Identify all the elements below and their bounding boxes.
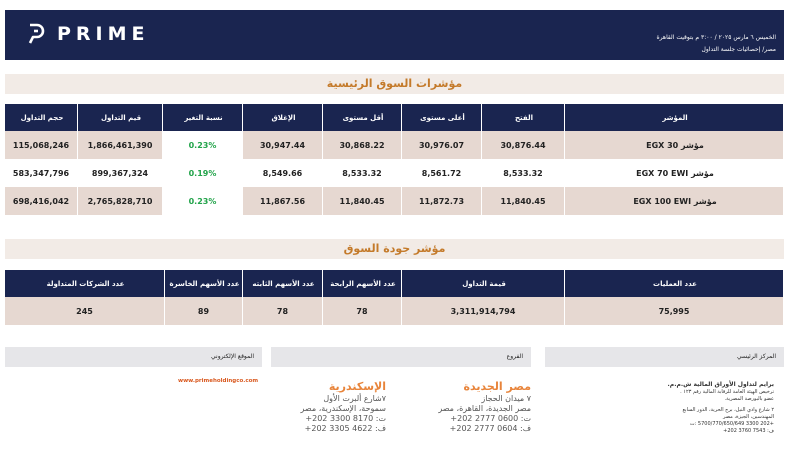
cell-low: 30,868.22 xyxy=(323,131,402,159)
main-indices-table xyxy=(5,104,784,215)
branch-heliopolis xyxy=(411,380,531,434)
cell-high: 11,872.73 xyxy=(402,187,482,215)
branch-address-line: ٧شارع ألبرت الأول xyxy=(323,394,386,403)
website-link[interactable]: www.primeholdingco.com xyxy=(178,378,259,384)
cell-companies-traded: 245 xyxy=(5,297,165,325)
cell-value: 899,367,324 xyxy=(78,159,163,187)
cell-index-name: مؤشر EGX 100 EWI xyxy=(565,187,784,215)
cell-close: 30,947.44 xyxy=(243,131,323,159)
cell-volume: 583,347,796 xyxy=(5,159,78,187)
market-quality-header-row xyxy=(5,270,784,297)
col-unchanged: عدد الأسهم الثابته xyxy=(243,270,323,297)
cell-open: 11,840.45 xyxy=(482,187,565,215)
branch-address-line: مصر الجديدة، القاهرة، مصر xyxy=(438,404,531,413)
cell-traded-value: 3,311,914,794 xyxy=(402,297,565,325)
hq-phone: +202 3300 5700/770/650/649 :ت xyxy=(689,421,774,427)
cell-open: 8,533.32 xyxy=(482,159,565,187)
cell-volume: 115,068,246 xyxy=(5,131,78,159)
col-gainers: عدد الأسهم الرابحة xyxy=(323,270,402,297)
cell-low: 8,533.32 xyxy=(323,159,402,187)
cell-volume: 698,416,042 xyxy=(5,187,78,215)
cell-change: 0.23% xyxy=(163,187,243,215)
col-transactions: عدد العمليات xyxy=(565,270,784,297)
cell-losers: 89 xyxy=(165,297,243,325)
table-row xyxy=(5,131,784,159)
cell-close: 8,549.66 xyxy=(243,159,323,187)
report-header xyxy=(5,10,784,60)
col-change: نسبة التغير xyxy=(163,104,243,131)
cell-unchanged: 78 xyxy=(243,297,323,325)
cell-index-name: مؤشر EGX 70 EWI xyxy=(565,159,784,187)
logo-text: PRIME xyxy=(57,23,150,45)
main-indices-header-row xyxy=(5,104,784,131)
col-traded-value: قيمة التداول xyxy=(402,270,565,297)
col-index: المؤشر xyxy=(565,104,784,131)
col-open: الفتح xyxy=(482,104,565,131)
col-volume: حجم التداول xyxy=(5,104,78,131)
branch-phone: ت: 0600 2777 202+ xyxy=(450,414,531,423)
branch-fax: ف: 0604 2777 202+ xyxy=(449,424,531,433)
cell-high: 30,976.07 xyxy=(402,131,482,159)
cell-change: 0.23% xyxy=(163,131,243,159)
branch-address-line: سموحة، الإسكندرية، مصر xyxy=(300,404,386,413)
market-quality-title: مؤشر جودة السوق xyxy=(5,239,784,259)
cell-open: 30,876.44 xyxy=(482,131,565,159)
prime-logo xyxy=(27,23,150,45)
cell-value: 2,765,828,710 xyxy=(78,187,163,215)
col-losers: عدد الأسهم الخاسرة xyxy=(165,270,243,297)
branches-panel-title: الفروع xyxy=(271,347,531,367)
col-high: أعلى مستوى xyxy=(402,104,482,131)
main-indices-title: مؤشرات السوق الرئيسية xyxy=(5,74,784,94)
cell-value: 1,866,461,390 xyxy=(78,131,163,159)
hq-line: ترخيص الهيئة العامة للرقابة المالية رقم ١٢٣ . xyxy=(680,389,774,395)
cell-high: 8,561.72 xyxy=(402,159,482,187)
hq-address xyxy=(614,381,774,435)
table-row xyxy=(5,297,784,325)
branch-fax: ف: 4622 3305 202+ xyxy=(304,424,386,433)
hq-line: المهندسين، الجيزة، مصر xyxy=(723,414,774,420)
hq-line: عضو بالبورصة المصرية. xyxy=(724,396,774,402)
branch-alexandria xyxy=(276,380,386,434)
table-row xyxy=(5,159,784,187)
market-quality-table xyxy=(5,270,784,325)
cell-low: 11,840.45 xyxy=(323,187,402,215)
cell-change: 0.19% xyxy=(163,159,243,187)
table-row xyxy=(5,187,784,215)
hq-line: ٢ شارع وادي النيل، برج الحرية، الدور السابع xyxy=(682,407,774,413)
branch-name: الإسكندرية xyxy=(328,380,386,393)
cell-close: 11,867.56 xyxy=(243,187,323,215)
col-low: أقل مستوى xyxy=(323,104,402,131)
cell-gainers: 78 xyxy=(323,297,402,325)
branch-address-line: ٧ ميدان الحجاز xyxy=(481,394,531,403)
col-value: قيم التداول xyxy=(78,104,163,131)
prime-logo-icon xyxy=(27,23,45,45)
hq-panel-title: المركز الرئيسي xyxy=(545,347,784,367)
breadcrumb: مصر/ إحصائيات جلسة التداول xyxy=(701,46,776,53)
website-panel-title: الموقع الإلكتروني xyxy=(5,347,262,367)
hq-fax: ف: 7543 3760 202+ xyxy=(723,428,774,434)
col-companies-traded: عدد الشركات المتداولة xyxy=(5,270,165,297)
session-date: الخميس ٦ مارس ٢٠٢٥ / ٣:٠٠ م بتوقيت القاهرة xyxy=(656,34,776,41)
branch-phone: ت: 8170 3300 202+ xyxy=(305,414,386,423)
cell-transactions: 75,995 xyxy=(565,297,784,325)
branch-name: مصر الجديدة xyxy=(463,380,531,393)
col-close: الإغلاق xyxy=(243,104,323,131)
hq-company-name: برايم لتداول الأوراق المالية ش.م.م. xyxy=(667,381,774,388)
cell-index-name: مؤشر EGX 30 xyxy=(565,131,784,159)
